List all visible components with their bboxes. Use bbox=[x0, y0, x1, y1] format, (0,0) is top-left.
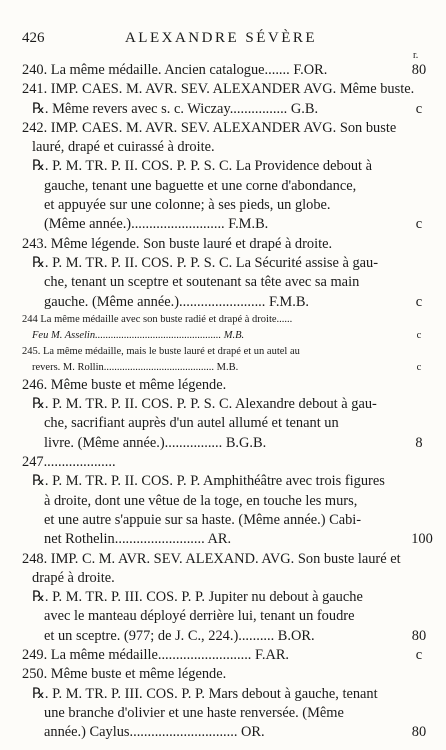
catalogue-line bbox=[22, 511, 432, 530]
price-value: c bbox=[415, 293, 423, 310]
line-text: ℞. P. M. TR. P. II. COS. P. P. Amphithéâtre avec trois figures bbox=[32, 473, 385, 490]
line-text: Feu M. Asselin................................................ M.B. bbox=[32, 329, 245, 341]
line-text: gauche, tenant une baguette et une corne d'abondance, bbox=[44, 177, 357, 194]
line-text: 246. Même buste et même légende. bbox=[22, 376, 227, 393]
price-value: c bbox=[416, 329, 422, 341]
catalogue-line bbox=[22, 119, 432, 138]
catalogue-line bbox=[22, 588, 432, 607]
line-text: 250. Même buste et même légende. bbox=[22, 666, 227, 683]
catalogue-line bbox=[22, 550, 432, 569]
line-text: et une autre s'appuie sur sa haste. (Même année.) Cabi- bbox=[44, 511, 362, 528]
line-text: 243. Même légende. Son buste lauré et drapé à droite. bbox=[22, 235, 333, 252]
line-text: ℞. P. M. TR. P. II. COS. P. P. S. C. La Sécurité assise à gau- bbox=[32, 254, 379, 271]
price-value: 80 bbox=[411, 724, 427, 741]
price-value: 8 bbox=[415, 434, 423, 451]
catalogue-line bbox=[22, 723, 432, 742]
catalogue-line bbox=[22, 293, 432, 312]
price-value: c bbox=[415, 100, 423, 117]
price-value: c bbox=[415, 647, 423, 664]
catalogue-line bbox=[22, 627, 432, 646]
catalogue-line bbox=[22, 215, 432, 234]
catalogue-line bbox=[22, 138, 432, 157]
line-text: ℞. P. M. TR. P. II. COS. P. P. S. C. La Providence debout à bbox=[32, 158, 373, 175]
line-text: drapé à droite. bbox=[32, 569, 115, 586]
line-text: (Même année.).......................... F.M.B. bbox=[44, 216, 269, 233]
line-text: 245. La même médaille, mais le buste lauré et drapé et un autel au bbox=[22, 345, 300, 357]
catalogue-line bbox=[22, 360, 432, 376]
line-text: avec le manteau déployé derrière lui, tenant un foudre bbox=[44, 608, 355, 625]
catalogue-line bbox=[22, 376, 432, 395]
catalogue-line bbox=[22, 665, 432, 684]
page-title: ALEXANDRE SÉVÈRE bbox=[124, 30, 318, 46]
page-header bbox=[22, 30, 420, 50]
catalogue-line bbox=[22, 569, 432, 588]
catalogue-line bbox=[22, 704, 432, 723]
line-text: une branche d'olivier et une haste renversée. (Même bbox=[44, 704, 344, 721]
line-text: à droite, dont une vêtue de la toge, en touche les murs, bbox=[44, 492, 358, 509]
catalogue-line bbox=[22, 685, 432, 704]
catalogue-line bbox=[22, 472, 432, 491]
catalogue-line bbox=[22, 254, 432, 273]
line-text: année.) Caylus.............................. OR. bbox=[44, 724, 265, 741]
price-value: 80 bbox=[411, 627, 427, 644]
line-text: che, sacrifiant auprès d'un autel allumé et tenant un bbox=[44, 415, 339, 432]
value-column-label: r. bbox=[413, 50, 419, 61]
line-text: lauré, drapé et cuirassé à droite. bbox=[32, 139, 215, 156]
catalogue-line bbox=[22, 530, 432, 549]
line-text: net Rothelin......................... AR. bbox=[44, 531, 232, 548]
catalogue-line bbox=[22, 312, 432, 328]
catalogue-line bbox=[22, 434, 432, 453]
catalogue-line bbox=[22, 607, 432, 626]
price-value: 80 bbox=[411, 62, 427, 78]
line-text: revers. M. Rollin.......................................... M.B. bbox=[32, 361, 239, 373]
catalogue-line bbox=[22, 100, 432, 119]
catalogue-line bbox=[22, 235, 432, 254]
catalogue-line bbox=[22, 344, 432, 360]
line-text: 247.................... bbox=[22, 454, 116, 471]
line-text: et un sceptre. (977; de J. C., 224.).......... B.OR. bbox=[44, 627, 315, 644]
page-number: 426 bbox=[22, 30, 45, 46]
line-text: ℞. P. M. TR. P. III. COS. P. P. Jupiter nu debout à gauche bbox=[32, 589, 363, 606]
catalogue-line bbox=[22, 395, 432, 414]
catalogue-line bbox=[22, 414, 432, 433]
catalogue-line bbox=[22, 453, 432, 472]
line-text: 241. IMP. CAES. M. AVR. SEV. ALEXANDER AVG. Même buste. bbox=[22, 81, 415, 98]
catalogue-line bbox=[22, 492, 432, 511]
catalogue-line bbox=[22, 328, 432, 344]
catalogue-line bbox=[22, 80, 432, 99]
line-text: ℞. P. M. TR. P. II. COS. P. P. S. C. Alexandre debout à gau- bbox=[32, 396, 377, 413]
line-text: 242. IMP. CAES. M. AVR. SEV. ALEXANDER AVG. Son buste bbox=[22, 119, 397, 136]
line-text: et appuyée sur une colonne; à ses pieds, un globe. bbox=[44, 197, 331, 214]
price-value: c bbox=[416, 361, 422, 373]
line-text: 240. La même médaille. Ancien catalogue....... F.OR. bbox=[22, 62, 328, 78]
price-value: 100 bbox=[411, 531, 433, 548]
catalogue-line bbox=[22, 273, 432, 292]
price-value: c bbox=[415, 216, 423, 233]
catalogue-line bbox=[22, 61, 432, 80]
line-text: 249. La même médaille.......................... F.AR. bbox=[22, 647, 290, 664]
line-text: 244 La même médaille avec son buste radié et drapé à droite...... bbox=[22, 313, 293, 325]
line-text: ℞. Même revers avec s. c. Wiczay................ G.B. bbox=[32, 100, 319, 117]
line-text: livre. (Même année.)................ B.G.B. bbox=[44, 434, 267, 451]
catalogue-line bbox=[22, 646, 432, 665]
catalogue-line bbox=[22, 177, 432, 196]
line-text: ℞. P. M. TR. P. III. COS. P. P. Mars debout à gauche, tenant bbox=[32, 685, 378, 702]
line-text: 248. IMP. C. M. AVR. SEV. ALEXAND. AVG. Son buste lauré et bbox=[22, 550, 401, 567]
catalogue-line bbox=[22, 196, 432, 215]
catalogue-line bbox=[22, 157, 432, 176]
line-text: gauche. (Même année.)........................ F.M.B. bbox=[44, 293, 310, 310]
catalogue-entries bbox=[22, 61, 432, 743]
line-text: che, tenant un sceptre et soutenant sa tête avec sa main bbox=[44, 274, 360, 291]
